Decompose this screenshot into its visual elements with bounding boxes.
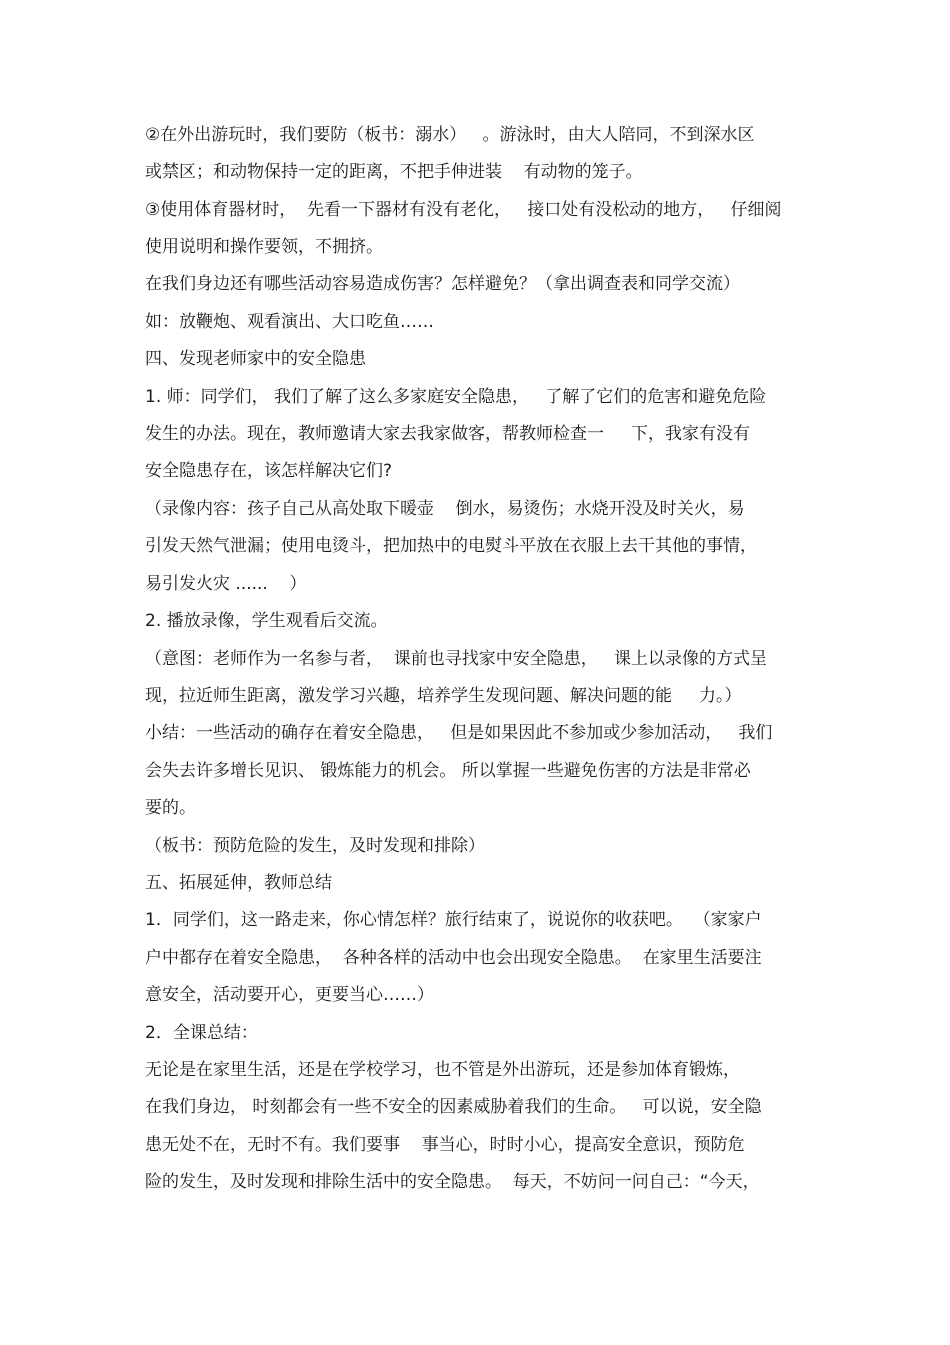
text-line: 1. 师：同学们， 我们了解了这么多家庭安全隐患， 了解了它们的危害和避免危险	[145, 387, 767, 407]
text-line: （板书：预防危险的发生，及时发现和排除）	[145, 836, 485, 856]
text-line: 险的发生，及时发现和排除生活中的安全隐患。 每天，不妨问一问自己：“今天，	[145, 1172, 760, 1192]
text-line: 在我们身边， 时刻都会有一些不安全的因素威胁着我们的生命。 可以说，安全隐	[145, 1097, 762, 1117]
text-line: 现，拉近师生距离，激发学习兴趣，培养学生发现问题、解决问题的能 力。）	[145, 686, 742, 706]
section-heading: 五、拓展延伸，教师总结	[145, 873, 332, 893]
text-line: 使用说明和操作要领，不拥挤。	[145, 237, 383, 257]
text-line: 易引发火灾 ...... ）	[145, 574, 307, 594]
text-line: 在我们身边还有哪些活动容易造成伤害？怎样避免？（拿出调查表和同学交流）	[145, 274, 740, 294]
text-line: 或禁区；和动物保持一定的距离，不把手伸进装 有动物的笼子。	[145, 162, 643, 182]
text-line: 无论是在家里生活，还是在学校学习，也不管是外出游玩，还是参加体育锻炼，	[145, 1060, 740, 1080]
text-line: 2. 播放录像，学生观看后交流。	[145, 611, 388, 631]
text-line: 2．全课总结：	[145, 1023, 258, 1043]
section-heading: 四、发现老师家中的安全隐患	[145, 349, 366, 369]
text-line: （录像内容：孩子自己从高处取下暖壶 倒水，易烫伤；水烧开没及时关火，易	[145, 499, 745, 519]
text-line: 会失去许多增长见识、 锻炼能力的机会。 所以掌握一些避免伤害的方法是非常必	[145, 761, 751, 781]
text-line: 引发天然气泄漏；使用电烫斗，把加热中的电熨斗平放在衣服上去干其他的事情，	[145, 536, 757, 556]
text-line: 户中都存在着安全隐患， 各种各样的活动中也会出现安全隐患。 在家里生活要注	[145, 948, 762, 968]
text-line: ②在外出游玩时，我们要防（板书：溺水） 。游泳时，由大人陪同，不到深水区	[145, 125, 755, 145]
text-line: （意图：老师作为一名参与者， 课前也寻找家中安全隐患， 课上以录像的方式呈	[145, 649, 768, 669]
text-line: 小结：一些活动的确存在着安全隐患， 但是如果因此不参加或少参加活动， 我们	[145, 723, 773, 743]
text-line: 要的。	[145, 798, 196, 818]
text-line: ③使用体育器材时， 先看一下器材有没有老化， 接口处有没松动的地方， 仔细阅	[145, 200, 782, 220]
text-line: 患无处不在，无时不有。我们要事 事当心，时时小心，提高安全意识，预防危	[145, 1135, 745, 1155]
text-line: 1．同学们，这一路走来，你心情怎样？旅行结束了，说说你的收获吧。 （家家户	[145, 910, 762, 930]
text-line: 安全隐患存在，该怎样解决它们?	[145, 461, 393, 481]
text-line: 发生的办法。现在，教师邀请大家去我家做客，帮教师检查一 下，我家有没有	[145, 424, 751, 444]
text-line: 意安全，活动要开心，更要当心……）	[145, 985, 434, 1005]
text-line: 如：放鞭炮、观看演出、大口吃鱼……	[145, 312, 434, 332]
